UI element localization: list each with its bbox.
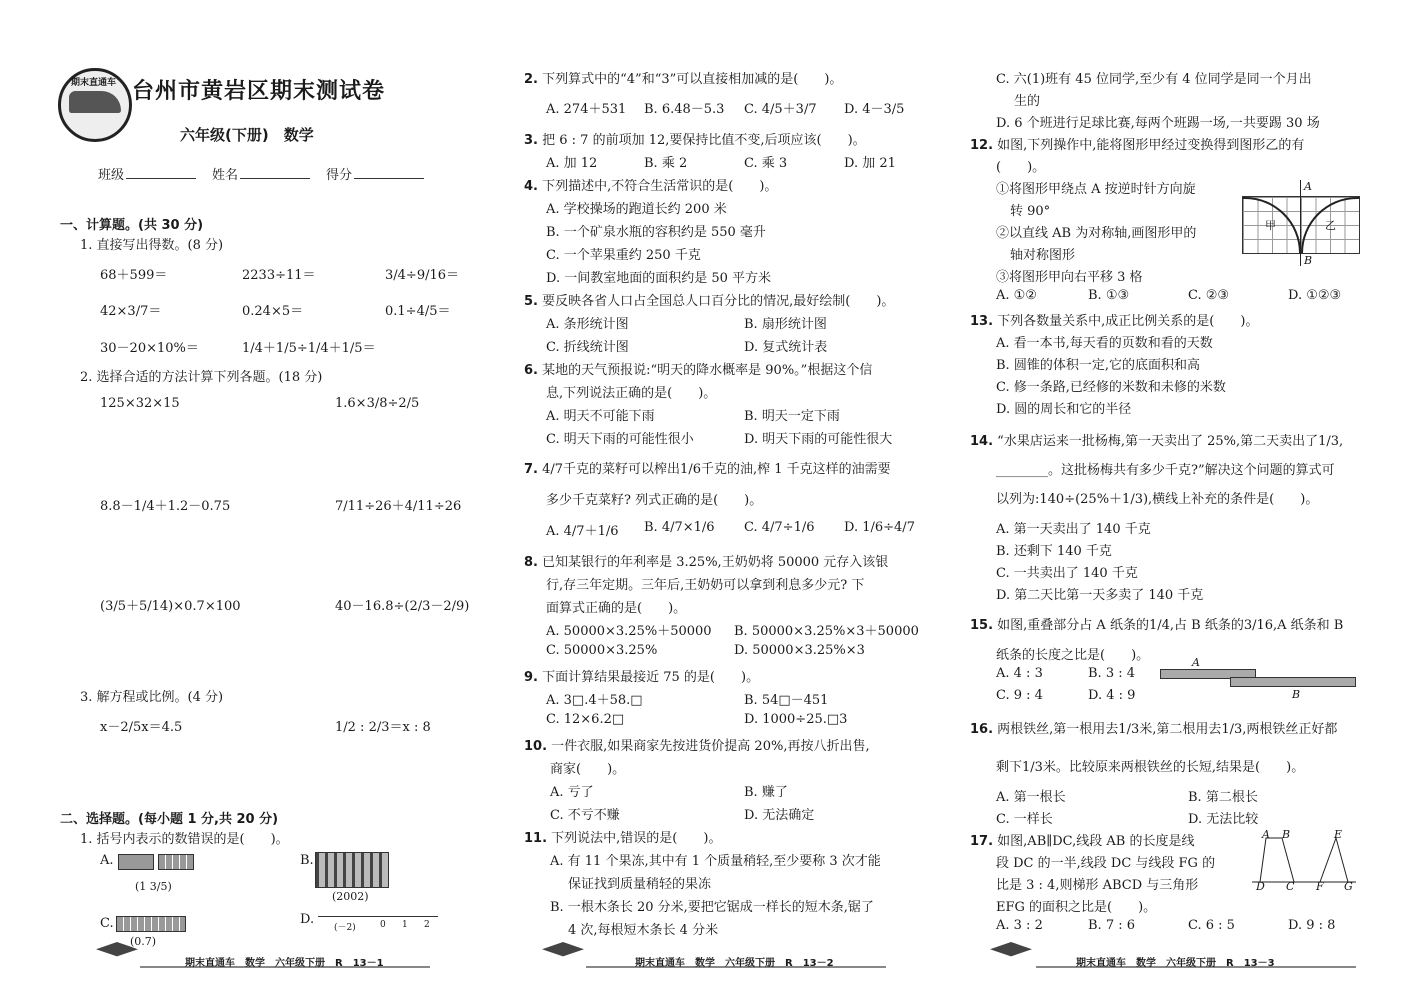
option[interactable]: B. 圆锥的体积一定,它的底面积和高 (996, 358, 1200, 373)
calc-q2: 2. 选择合适的方法计算下列各题。(18 分) (80, 370, 323, 385)
option[interactable]: C. 50000×3.25% (546, 643, 658, 658)
option[interactable]: C. 不亏不赚 (550, 808, 620, 823)
option[interactable]: D. 圆的周长和它的半径 (996, 402, 1132, 417)
fraction-bar-icon (158, 854, 194, 870)
question-10: 10. 一件衣服,如果商家先按进货价提高 20%,再按八折出售, (524, 739, 870, 754)
page-middle (470, 0, 940, 1000)
option[interactable]: D. 1/6÷4/7 (844, 520, 915, 535)
question-14: 14. “水果店运来一批杨梅,第一天卖出了 25%,第二天卖出了1/3, (970, 434, 1344, 449)
question-14-cont: ________。这批杨梅共有多少千克?”解决这个问题的算式可 (996, 463, 1335, 478)
calc-item: 7/11÷26＋4/11÷26 (335, 499, 462, 514)
calc-item: 40－16.8÷(2/3－2/9) (335, 599, 470, 614)
option[interactable]: D. 9 : 8 (1288, 918, 1336, 933)
option[interactable]: A. 亏了 (550, 785, 594, 800)
section-choice: 二、选择题。(每小题 1 分,共 20 分) (60, 812, 279, 827)
option[interactable]: A. 第一根长 (996, 790, 1066, 805)
question-8: 8. 已知某银行的年利率是 3.25%,王奶奶将 50000 元存入该银 (524, 555, 889, 570)
option[interactable]: C. 明天下雨的可能性很小 (546, 432, 694, 447)
score-field[interactable]: 得分 (326, 164, 424, 183)
question-13: 13. 下列各数量关系中,成正比例关系的是( )。 (970, 314, 1259, 329)
calc-item: 42×3/7＝ (100, 304, 162, 319)
option-b-label: B. (300, 853, 314, 868)
question-11: 11. 下列说法中,错误的是( )。 (524, 831, 722, 846)
option[interactable]: B. 一个矿泉水瓶的容积约是 550 毫升 (546, 225, 766, 240)
strip-b (1230, 677, 1356, 687)
question-9: 9. 下面计算结果最接近 75 的是( )。 (524, 670, 760, 685)
option[interactable]: D. 4 : 9 (1088, 688, 1136, 703)
option[interactable]: B. 54□－451 (744, 693, 829, 708)
option[interactable]: D. 明天下雨的可能性很大 (744, 432, 893, 447)
option-a-caption: (1 3/5) (135, 880, 172, 893)
option[interactable]: D. 50000×3.25%×3 (734, 643, 865, 658)
page-subtitle: 六年级(下册) 数学 (180, 126, 314, 144)
fig-label: C (1286, 880, 1295, 893)
option[interactable]: A. 4/7＋1/6 (546, 524, 619, 539)
option[interactable]: B. 明天一定下雨 (744, 409, 840, 424)
option[interactable]: C. 9 : 4 (996, 688, 1043, 703)
page-title: 台州市黄岩区期末测试卷 (132, 79, 386, 104)
point-a: A (1304, 180, 1312, 193)
choice-q1: 1. 括号内表示的数错误的是( )。 (80, 832, 289, 847)
question-6-cont: 息,下列说法正确的是( )。 (546, 386, 717, 401)
question-15-cont: 纸条的长度之比是( )。 (996, 648, 1150, 663)
question-17-cont: 段 DC 的一半,线段 DC 与线段 FG 的 (996, 856, 1216, 871)
operation: ③将图形甲向右平移 3 格 (996, 270, 1143, 285)
question-12: 12. 如图,下列操作中,能将图形甲经过变换得到图形乙的有 (970, 138, 1305, 153)
question-5: 5. 要反映各省人口占全国总人口百分比的情况,最好绘制( )。 (524, 294, 895, 309)
calc-item: x－2/5x＝4.5 (100, 720, 183, 735)
question-10-cont: 商家( )。 (550, 762, 626, 777)
option[interactable]: C. 乘 3 (744, 156, 788, 171)
option[interactable]: C. 一样长 (996, 812, 1053, 827)
calc-item: 8.8－1/4＋1.2－0.75 (100, 499, 231, 514)
option[interactable]: C. 折线统计图 (546, 340, 629, 355)
axis-ab (1300, 180, 1301, 266)
option[interactable]: A. 有 11 个果冻,其中有 1 个质量稍轻,至少要称 3 次才能 (550, 854, 881, 869)
calc-item: 68＋599＝ (100, 268, 168, 283)
option[interactable]: A. 条形统计图 (546, 317, 629, 332)
train-icon (69, 91, 121, 113)
option[interactable]: B. 50000×3.25%×3＋50000 (734, 624, 919, 639)
option[interactable]: C. 12×6.2□ (546, 712, 625, 727)
question-16: 16. 两根铁丝,第一根用去1/3米,第二根用去1/3,两根铁丝正好都 (970, 722, 1338, 737)
option[interactable]: C. 修一条路,已经修的米数和未修的米数 (996, 380, 1226, 395)
calc-item: (3/5＋5/14)×0.7×100 (100, 599, 241, 614)
operation: ②以直线 AB 为对称轴,画图形甲的 (996, 226, 1197, 241)
question-8-cont: 面算式正确的是( )。 (546, 601, 687, 616)
option[interactable]: B. 6.48－5.3 (644, 102, 725, 117)
fig-label: F (1316, 880, 1324, 893)
fig-label: B (1282, 828, 1291, 841)
option-b-caption: (2002) (332, 890, 369, 903)
option[interactable]: D. 4－3/5 (844, 102, 905, 117)
point-b: B (1304, 254, 1313, 267)
footer-text: 期末直通车 数学 六年级下册 R 13－2 (635, 958, 834, 969)
option-cont: 保证找到质量稍轻的果冻 (568, 877, 712, 892)
option-cont: 4 次,每根短木条长 4 分米 (568, 923, 719, 938)
label-jia: 甲 (1265, 219, 1276, 232)
question-17: 17. 如图,AB∥DC,线段 AB 的长度是线 (970, 834, 1195, 849)
fig-label: A (1262, 828, 1270, 841)
option[interactable]: D. 复式统计表 (744, 340, 828, 355)
option[interactable]: C. 4/5＋3/7 (744, 102, 817, 117)
option[interactable]: A. ①② (996, 288, 1037, 303)
option[interactable]: A. 学校操场的跑道长约 200 米 (546, 202, 727, 217)
strip-a-label: A (1192, 656, 1200, 669)
calc-item: 1/2 : 2/3＝x : 8 (335, 720, 431, 735)
option[interactable]: A. 3□.4＋58.□ (546, 693, 643, 708)
option[interactable]: D. 第二天比第一天多卖了 140 千克 (996, 588, 1204, 603)
page-left (0, 0, 470, 1000)
operation: 转 90° (1010, 204, 1051, 219)
question-17-cont: EFG 的面积之比是( )。 (996, 900, 1157, 915)
logo-badge (58, 68, 132, 142)
question-14-cont: 以列为:140÷(25%＋1/3),横线上补充的条件是( )。 (996, 492, 1319, 507)
option[interactable]: B. ①③ (1088, 288, 1130, 303)
option[interactable]: A. 明天不可能下雨 (546, 409, 655, 424)
question-17-cont: 比是 3 : 4,则梯形 ABCD 与三角形 (996, 878, 1199, 893)
graduation-cap-icon (990, 942, 1032, 960)
option[interactable]: B. 一根木条长 20 分米,要把它锯成一样长的短木条,锯了 (550, 900, 874, 915)
option-d-caption: (－2) (334, 923, 356, 933)
calc-item: 1/4＋1/5÷1/4＋1/5＝ (242, 341, 376, 356)
option-d-label: D. (300, 912, 315, 927)
option[interactable]: A. 4 : 3 (996, 666, 1043, 681)
option[interactable]: C. 一个苹果重约 250 千克 (546, 248, 701, 263)
option[interactable]: A. 看一本书,每天看的页数和看的天数 (996, 336, 1213, 351)
question-12-cont: ( )。 (996, 160, 1046, 175)
option[interactable]: B. 扇形统计图 (744, 317, 827, 332)
calc-q1: 1. 直接写出得数。(8 分) (80, 238, 224, 253)
option[interactable]: D. 1000÷25.□3 (744, 712, 848, 727)
question-4: 4. 下列描述中,不符合生活常识的是( )。 (524, 179, 778, 194)
option[interactable]: A. 第一天卖出了 140 千克 (996, 522, 1151, 537)
option[interactable]: B. 4/7×1/6 (644, 520, 715, 535)
question-2: 2. 下列算式中的“4”和“3”可以直接相加减的是( )。 (524, 72, 843, 87)
page-right (940, 0, 1415, 1000)
option[interactable]: D. ①②③ (1288, 288, 1342, 303)
option[interactable]: C. 4/7÷1/6 (744, 520, 815, 535)
option[interactable]: C. 6 : 5 (1188, 918, 1235, 933)
option[interactable]: D. 一间教室地面的面积约是 50 平方米 (546, 271, 772, 286)
logo-text: 期末直通车 (71, 78, 117, 88)
operation: 轴对称图形 (1010, 248, 1076, 263)
fig-label: D (1256, 880, 1265, 893)
option[interactable]: A. 加 12 (546, 156, 598, 171)
question-15: 15. 如图,重叠部分占 A 纸条的1/4,占 B 纸条的3/16,A 纸条和 B (970, 618, 1344, 633)
option[interactable]: A. 274＋531 (546, 102, 627, 117)
question-7-cont: 多少千克菜籽? 列式正确的是( )。 (546, 493, 763, 508)
option[interactable]: D. 无法比较 (1188, 812, 1259, 827)
option[interactable]: B. 3 : 4 (1088, 666, 1136, 681)
strip-b-label: B (1292, 688, 1301, 701)
section-calc: 一、计算题。(共 30 分) (60, 218, 204, 233)
tick-label: 0 (380, 920, 386, 930)
number-line (318, 916, 438, 917)
question-7: 7. 4/7千克的菜籽可以榨出1/6千克的油,榨 1 千克这样的油需要 (524, 462, 891, 477)
fraction-bar-icon (118, 854, 154, 870)
option-cont: 生的 (1014, 94, 1041, 109)
option-a-label: A. (100, 853, 114, 868)
option[interactable]: D. 无法确定 (744, 808, 815, 823)
calc-item: 0.24×5＝ (242, 304, 304, 319)
name-field[interactable]: 姓名 (212, 164, 310, 183)
option[interactable]: B. 赚了 (744, 785, 788, 800)
option[interactable]: A. 3 : 2 (996, 918, 1043, 933)
option[interactable]: C. ②③ (1188, 288, 1230, 303)
option[interactable]: B. 第二根长 (1188, 790, 1258, 805)
calc-item: 3/4÷9/16＝ (385, 268, 460, 283)
footer-text: 期末直通车 数学 六年级下册 R 13－3 (1076, 958, 1275, 969)
question-6: 6. 某地的天气预报说:“明天的降水概率是 90%。”根据这个信 (524, 363, 873, 378)
question-8-cont: 行,存三年定期。三年后,王奶奶可以拿到利息多少元? 下 (546, 578, 865, 593)
calc-item: 0.1÷4/5＝ (385, 304, 451, 319)
option[interactable]: B. 7 : 6 (1088, 918, 1136, 933)
option[interactable]: D. 加 21 (844, 156, 896, 171)
decimal-bar-icon (116, 916, 186, 932)
option-c-caption: (0.7) (130, 935, 157, 948)
footer-text: 期末直通车 数学 六年级下册 R 13－1 (185, 958, 384, 969)
label-yi: 乙 (1325, 219, 1336, 232)
fig-label: E (1334, 828, 1343, 841)
option[interactable]: D. 6 个班进行足球比赛,每两个班踢一场,一共要踢 30 场 (996, 116, 1320, 131)
option[interactable]: C. 六(1)班有 45 位同学,至少有 4 位同学是同一个月出 (996, 72, 1312, 87)
calc-item: 2233÷11＝ (242, 268, 316, 283)
option[interactable]: A. 50000×3.25%＋50000 (546, 624, 712, 639)
fig-label: G (1344, 880, 1353, 893)
question-3: 3. 把 6 : 7 的前项加 12,要保持比值不变,后项应该( )。 (524, 133, 866, 148)
option[interactable]: B. 乘 2 (644, 156, 688, 171)
calc-item: 1.6×3/8÷2/5 (335, 396, 420, 411)
calc-item: 30－20×10%＝ (100, 341, 199, 356)
option[interactable]: B. 还剩下 140 千克 (996, 544, 1112, 559)
tick-label: 2 (424, 920, 430, 930)
option[interactable]: C. 一共卖出了 140 千克 (996, 566, 1138, 581)
class-field[interactable]: 班级 (98, 164, 196, 183)
calc-item: 125×32×15 (100, 396, 180, 411)
tick-label: 1 (402, 920, 408, 930)
question-16-cont: 剩下1/3米。比较原来两根铁丝的长短,结果是( )。 (996, 760, 1305, 775)
option-c-label: C. (100, 916, 114, 931)
calc-q3: 3. 解方程或比例。(4 分) (80, 690, 224, 705)
grid-figure (1242, 196, 1360, 254)
graduation-cap-icon (542, 942, 584, 960)
abacus-icon (315, 852, 389, 888)
operation: ①将图形甲绕点 A 按逆时针方向旋 (996, 182, 1196, 197)
